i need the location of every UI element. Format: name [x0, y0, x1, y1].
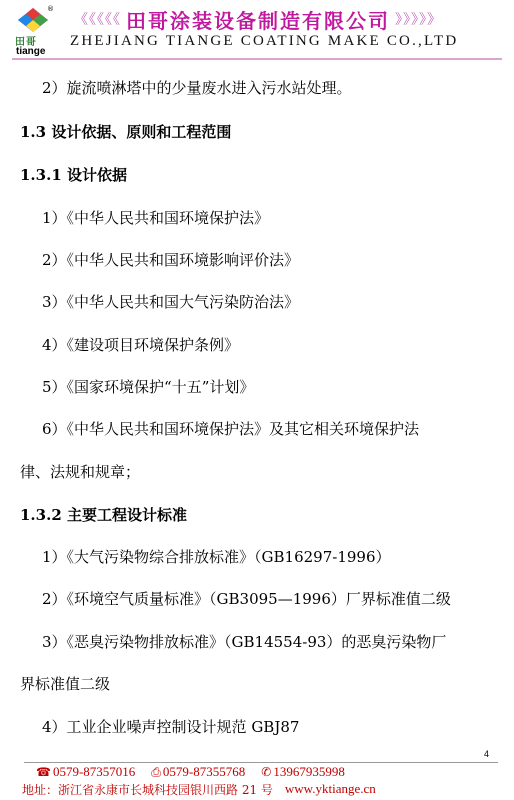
list-item: 5）《国家环境保护“十五”计划》 — [42, 378, 255, 396]
footer-divider — [24, 762, 498, 763]
registered-mark: ® — [47, 5, 54, 13]
mobile-phone-icon: ✆ — [261, 765, 272, 779]
footer-address-row — [22, 781, 376, 797]
list-item: 2）《环境空气质量标准》（GB3095—1996）厂界标准值二级 — [42, 590, 451, 608]
company-logo — [14, 5, 58, 58]
logo-emblem-icon — [18, 8, 48, 32]
header-divider — [12, 58, 502, 60]
logo-chinese-text: 田哥 — [15, 37, 37, 48]
list-item: 1）《中华人民共和国环境保护法》 — [42, 209, 270, 227]
subsection-heading: 1.3.2 主要工程设计标准 — [20, 506, 187, 524]
list-item-continuation: 界标准值二级 — [20, 675, 111, 693]
footer-contacts — [36, 764, 361, 780]
footer-address: 地址：浙江省永康市长城科技园银川西路 21 号 — [22, 782, 273, 797]
list-item: 4）《建设项目环境保护条例》 — [42, 336, 240, 354]
list-item: 6）《中华人民共和国环境保护法》及其它相关环境保护法 — [42, 420, 420, 438]
subsection-heading: 1.3.1 设计依据 — [20, 166, 127, 184]
list-item: 3）《中华人民共和国大气污染防治法》 — [42, 293, 300, 311]
left-arrows-decoration: 《《《《《 — [74, 12, 121, 28]
footer-mobile: 13967935998 — [273, 764, 345, 779]
paragraph-line: 2）旋流喷淋塔中的少量废水进入污水站处理。 — [42, 79, 352, 97]
phone-icon: ☎ — [36, 765, 51, 779]
fax-icon: ⎙ — [151, 764, 161, 779]
list-item: 4）工业企业噪声控制设计规范 GBJ87 — [42, 718, 300, 736]
company-name-english: ZHEJIANG TIANGE COATING MAKE CO.,LTD — [70, 33, 459, 49]
company-banner — [74, 6, 510, 32]
right-arrows-decoration: 》》》》》 — [395, 12, 442, 28]
section-heading: 1.3 设计依据、原则和工程范围 — [20, 123, 232, 141]
list-item-continuation: 律、法规和规章； — [20, 463, 141, 481]
page-number: 4 — [484, 749, 490, 759]
footer-phone: 0579-87357016 — [52, 764, 136, 779]
footer-fax: 0579-87355768 — [162, 764, 246, 779]
list-item: 1）《大气污染物综合排放标准》（GB16297-1996） — [42, 548, 391, 566]
footer-website-link[interactable]: www.yktiange.cn — [284, 781, 376, 796]
list-item: 2）《中华人民共和国环境影响评价法》 — [42, 251, 300, 269]
company-name-chinese: 田哥涂装设备制造有限公司 — [126, 8, 390, 33]
logo-english-text: tiange — [16, 46, 46, 57]
page-header — [0, 0, 514, 62]
list-item: 3）《恶臭污染物排放标准》（GB14554-93）的恶臭污染物厂 — [42, 633, 447, 651]
